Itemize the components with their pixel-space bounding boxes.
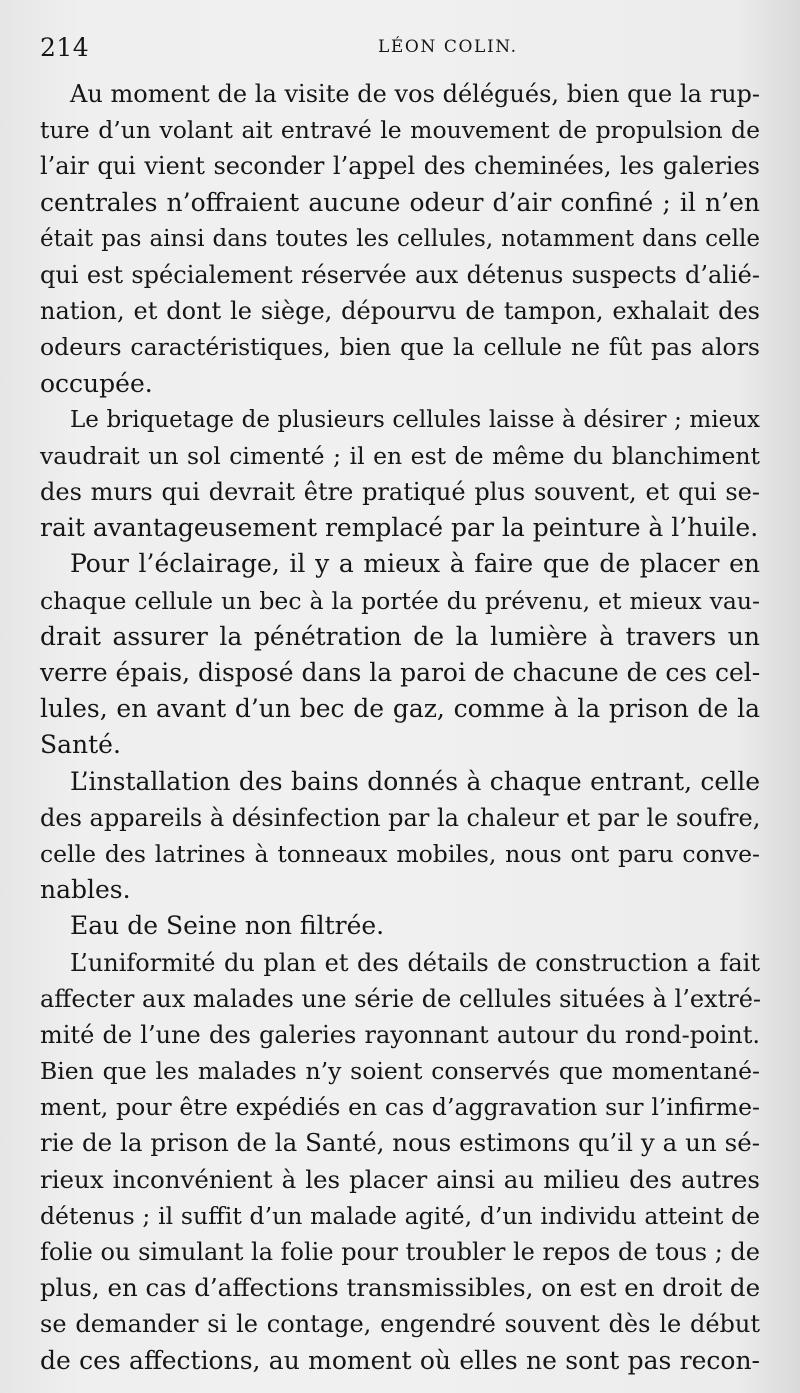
text-line: nation, et dont le siège, dépourvu de tampon, exhalait des [40,297,760,326]
text-line: Le briquetage de plusieurs cellules laisse à désirer ; mieux [70,406,760,433]
text-line: occupée. [40,368,153,398]
text-line: drait assurer la pénétration de la lumière à travers un [40,621,760,651]
text-line: rait avantageusement remplacé par la peinture à l’huile. [40,513,759,543]
text-line: rieux inconvénient à les placer ainsi au milieu des autres [40,1164,760,1194]
text-line: de ces affections, au moment où elles ne sont pas recon- [40,1345,760,1375]
text-line: L’uniformité du plan et des détails de construction a fait [70,948,760,977]
text-line: plus, en cas d’affections transmissibles, on est en droit de [40,1273,761,1303]
text-line: ture d’un volant ait entravé le mouvement de propulsion de [40,116,760,145]
text-line: L’installation des bains donnés à chaque entrant, celle [70,766,760,796]
text-line: vaudrait un sol cimenté ; il en est de même du blanchiment [40,441,760,470]
text-line: affecter aux malades une série de cellules situées à l’extré- [40,984,762,1013]
page-header [40,30,760,66]
text-line: l’air qui vient seconder l’appel des cheminées, les galeries [40,152,760,181]
text-line: rie de la prison de la Santé, nous estimons qu’il y a un sé- [40,1128,760,1158]
text-line: lules, en avant d’un bec de gaz, comme à la prison de la [40,694,760,724]
text-line: Santé. [40,730,121,760]
text-line: Bien que les malades n’y soient conservés que momentané- [40,1057,760,1086]
text-line: des appareils à désinfection par la chaleur et par le soufre, [40,803,761,832]
text-line: folie ou simulant la folie pour troubler le repos de tous ; de [40,1238,760,1266]
text-line: ment, pour être expédiés en cas d’aggravation sur l’infirme- [40,1093,760,1122]
page-number: 214 [40,33,90,62]
text-line: chaque cellule un bec à la portée du prévenu, et mieux vau- [40,586,760,615]
text-line: était pas ainsi dans toutes les cellules, notamment dans celle [40,225,760,252]
text-line: nables. [40,875,131,905]
body-text [40,76,760,1379]
text-line: celle des latrines à tonneaux mobiles, nous ont paru conve- [40,839,760,868]
text-line: détenus ; il suffit d’un malade agité, d’un individu atteint de [40,1201,760,1230]
text-line: centrales n’offraient aucune odeur d’air confiné ; il n’en [40,187,760,217]
text-line: Eau de Seine non filtrée. [70,911,385,941]
text-line: des murs qui devrait être pratiqué plus souvent, et qui se- [40,478,760,507]
text-line: qui est spécialement réservée aux détenus suspects d’alié- [40,260,760,289]
text-line: mité de l’une des galeries rayonnant autour du rond-point. [40,1020,760,1049]
text-line: se demander si le contage, engendré souvent dès le début [40,1310,760,1339]
text-line: Au moment de la visite de vos délégués, bien que la rup- [70,80,760,108]
text-line: Pour l’éclairage, il y a mieux à faire que de placer en [70,549,760,579]
running-head: LÉON COLIN. [378,37,518,57]
text-line: odeurs caractéristiques, bien que la cellule ne fût pas alors [40,333,760,362]
text-line: verre épais, disposé dans la paroi de chacune de ces cel- [40,658,761,687]
